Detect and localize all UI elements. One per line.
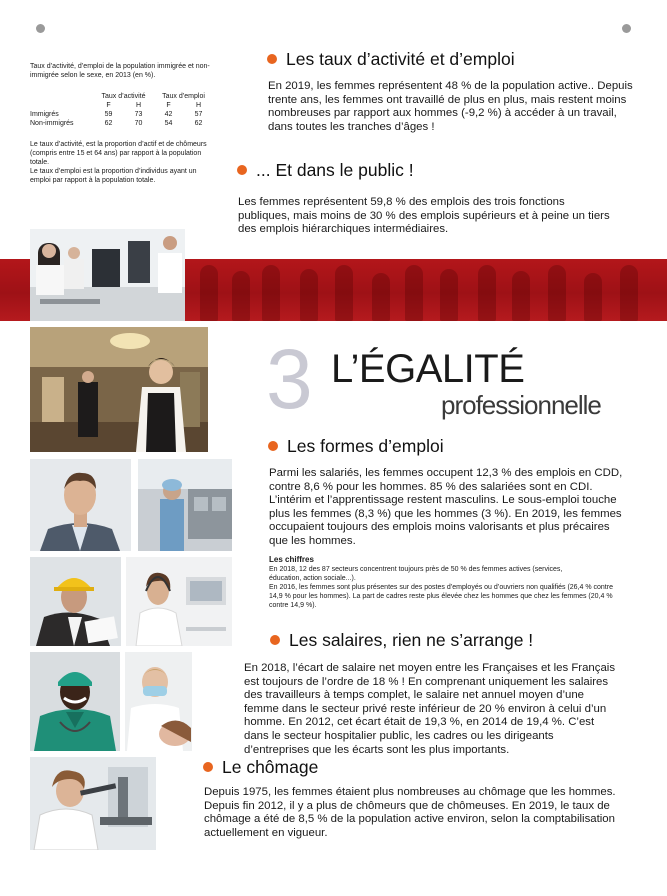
chapter-subtitle: professionnelle (441, 390, 601, 420)
stats-table (30, 92, 215, 128)
cell: 59 (104, 111, 113, 118)
bullet-icon (267, 54, 277, 64)
row-label: Non-immigrés (30, 120, 74, 127)
section-text-salaires: En 2018, l’écart de salaire net moyen entre les Françaises et les Français est toujours de l’ordre de 18 % ! En comprenant uniquement les salaires des travailleurs à temps complet, le salaire net annuel moyen d’une femme dans le secteur privé reste inférieur de 20 % environ à celui d’un homme. En 2012, cet écart était de 19,3 %, en 2014 de 19,4 %. C’est dans le secteur hospitalier public, les cadres ou les dirigeants d’entreprises que les écarts sont les plus importants. (244, 662, 616, 756)
col-group-emploi: Taux d’emploi (162, 93, 205, 100)
stats-box-title: Taux d’activité, d’emploi de la population immigrée et non-immigrée selon le sexe, en 2013 (en %). (30, 63, 210, 79)
section-text-formes: Parmi les salariés, les femmes occupent 12,3 % des emplois en CDD, contre 8,6 % pour les hommes. 85 % des salariées sont en CDI. L’intérim et l’apprentissage restent masculins. Le sous-emploi touche plus les femmes (8,3 %) que les hommes (3 %). En 2019, les femmes occupaient toujours des emplois moins valorisants et plus précaires que les hommes. (269, 467, 623, 547)
section-text-activite: En 2019, les femmes représentent 48 % de la population active.. Depuis trente ans, les femmes ont travaillé de plus en plus, mais restent moins nombreuses par rapport aux hommes (-9,2 %) à accéder à un travail, dans toutes les tranches d’âges ! (268, 80, 633, 133)
cell: 42 (164, 111, 173, 118)
businessman-portrait-photo (30, 459, 131, 551)
microscope-scientist-photo (30, 757, 156, 850)
cell: 70 (134, 120, 143, 127)
sub-header: H (195, 102, 202, 109)
section-text-public: Les femmes représentent 59,8 % des emplois des trois fonctions publiques, mais moins de 30 % des emplois supérieurs et à peine un tiers des emplois hiérarchiques intermédiaires. (238, 196, 610, 236)
bullet-icon (203, 762, 213, 772)
cell: 57 (194, 111, 203, 118)
bullet-icon (237, 165, 247, 175)
chiffres-title: Les chiffres (269, 555, 314, 564)
section-title-chomage (203, 757, 318, 777)
chapter-title: L’ÉGALITÉ (331, 347, 525, 391)
engineer-hardhat-photo (30, 557, 121, 646)
section-title-formes (268, 436, 444, 456)
chiffres-box (269, 555, 631, 610)
dentist-photo (125, 652, 192, 751)
cell: 73 (134, 111, 143, 118)
section-title-text: ... Et dans le public ! (256, 160, 414, 180)
row-label: Immigrés (30, 111, 59, 118)
lab-technician-photo (138, 459, 232, 551)
binder-hole-right (622, 24, 631, 33)
office-computers-photo (30, 229, 185, 321)
chiffres-text-2: En 2016, les femmes sont plus présentes sur des postes d’employés ou d’ouvriers non qualifiés (26,4 % contre 14,9 % pour les hommes). La part de cadres reste plus élevée chez les hommes que chez les femmes (20,4 % contre 14,9 %). (269, 584, 613, 609)
table-row (30, 119, 215, 128)
cell: 62 (104, 120, 113, 127)
table-row (30, 110, 215, 119)
chiffres-text-1: En 2018, 12 des 87 secteurs concentrent toujours près de 50 % des femmes actives (services, éducation, action sociale...). (269, 566, 563, 582)
chapter-number: 3 (266, 332, 313, 426)
stats-table-group-header (30, 92, 215, 101)
bullet-icon (270, 635, 280, 645)
surgeon-photo (30, 652, 120, 751)
section-text-chomage: Depuis 1975, les femmes étaient plus nombreuses au chômage que les hommes. Depuis fin 2012, il y a plus de chômeurs que de chômeuses. En 2019, le taux de chômage a été de 8,5 % de la population active environ, selon la comptabilisation actuellement en vigueur. (204, 786, 616, 839)
sub-header: F (166, 102, 171, 109)
stats-table-sub-header (30, 101, 215, 110)
stats-note-emploi: Le taux d’emploi est la proportion d’individus ayant un emploi par rapport à la population totale. (30, 168, 197, 184)
hotel-receptionist-photo (30, 327, 208, 452)
binder-hole-left (36, 24, 45, 33)
cell: 62 (194, 120, 203, 127)
bullet-icon (268, 441, 278, 451)
sub-header: H (135, 102, 142, 109)
cell: 54 (164, 120, 173, 127)
call-center-operator-photo (126, 557, 232, 646)
section-title-activite (267, 49, 515, 69)
section-title-text: Le chômage (222, 757, 319, 777)
stats-note-activite: Le taux d’activité, est la proportion d’actif et de chômeurs (compris entre 15 et 64 ans) par rapport à la population totale. (30, 141, 207, 166)
section-title-text: Les taux d’activité et d’emploi (286, 49, 515, 69)
col-group-activite: Taux d’activité (101, 93, 146, 100)
section-title-text: Les salaires, rien ne s’arrange ! (289, 630, 534, 650)
sub-header: F (106, 102, 111, 109)
stats-box (30, 62, 220, 185)
section-title-salaires (270, 630, 533, 650)
section-title-public (237, 160, 414, 180)
section-title-text: Les formes d’emploi (287, 436, 444, 456)
